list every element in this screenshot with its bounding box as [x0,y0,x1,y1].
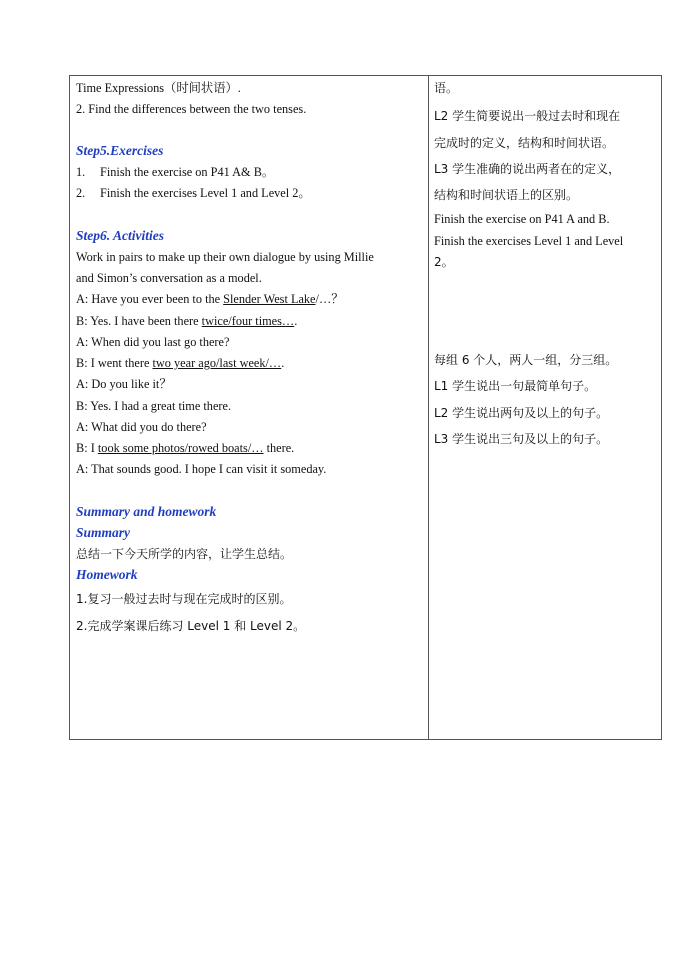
summary-homework-heading: Summary and homework [76,504,217,519]
dialogue-line-8-pre: B: I [76,441,98,455]
step5-item-2 [76,185,311,201]
right-line-10: L1 学生说出一句最简单句子。 [434,379,597,393]
step5-item-1-num: 1. [76,165,86,179]
time-expressions-line: Time Expressions（时间状语）. [76,81,241,95]
dialogue-line-4-underlined: two year ago/last week/… [152,356,282,370]
right-line-2: L2 学生简要说出一般过去时和现在 [434,109,621,123]
dialogue-line-3: A: When did you last go there? [76,335,230,349]
dialogue-line-7: A: What did you do there? [76,420,207,434]
dialogue-line-2-pre: B: Yes. I have been there [76,314,202,328]
step5-heading: Step5.Exercises [76,143,164,158]
step6-intro-line-1: Work in pairs to make up their own dialogue by using Millie [76,250,374,264]
dialogue-line-4 [76,355,284,371]
dialogue-line-4-pre: B: I went there [76,356,153,370]
homework-heading: Homework [76,567,138,582]
dialogue-line-4-post: . [281,356,285,370]
dialogue-line-1-post: /…？ [315,292,344,306]
right-line-7: Finish the exercises Level 1 and Level [434,234,624,248]
dialogue-line-1-pre: A: Have you ever been to the [76,292,224,306]
right-line-6: Finish the exercise on P41 A and B. [434,212,610,226]
step5-item-2-num: 2. [76,186,86,200]
lesson-plan-table [69,75,662,740]
dialogue-line-6: B: Yes. I had a great time there. [76,399,232,413]
dialogue-line-9: A: That sounds good. I hope I can visit it someday. [76,462,327,476]
dialogue-line-8-post: there. [263,441,295,455]
right-line-1: 语。 [434,81,459,95]
dialogue-line-2-underlined: twice/four times… [201,314,295,328]
summary-heading: Summary [76,525,131,540]
right-line-3: 完成时的定义，结构和时间状语。 [434,136,615,150]
summary-text: 总结一下今天所学的内容，让学生总结。 [76,547,293,561]
right-line-12: L3 学生说出三句及以上的句子。 [434,432,609,446]
right-line-11: L2 学生说出两句及以上的句子。 [434,406,609,420]
dialogue-line-8-underlined: took some photos/rowed boats/… [97,441,264,455]
right-line-4: L3 学生准确的说出两者在的定义， [434,162,621,176]
homework-item-1: 1.复习一般过去时与现在完成时的区别。 [76,592,292,606]
step6-heading: Step6. Activities [76,228,164,243]
column-divider [428,76,429,739]
right-line-5: 结构和时间状语上的区别。 [434,188,579,202]
dialogue-line-2 [76,313,297,329]
homework-item-2: 2.完成学案课后练习 Level 1 和 Level 2。 [76,619,306,633]
step5-item-1-text: Finish the exercise on P41 A& B。 [100,165,275,179]
dialogue-line-8 [76,440,294,456]
find-differences-line: 2. Find the differences between the two tenses. [76,102,307,116]
right-line-9: 每组 6 个人，两人一组，分三组。 [434,353,618,367]
dialogue-line-5: A: Do you like it？ [76,377,172,391]
dialogue-line-1 [76,291,344,307]
step5-item-1 [76,164,274,180]
right-column [434,76,660,739]
right-line-8: 2。 [434,255,454,269]
left-column [76,76,422,739]
dialogue-line-2-post: . [294,314,298,328]
step5-item-2-text: Finish the exercises Level 1 and Level 2。 [100,186,311,200]
step6-intro-line-2: and Simon’s conversation as a model. [76,271,262,285]
dialogue-line-1-underlined: Slender West Lake [223,292,316,306]
